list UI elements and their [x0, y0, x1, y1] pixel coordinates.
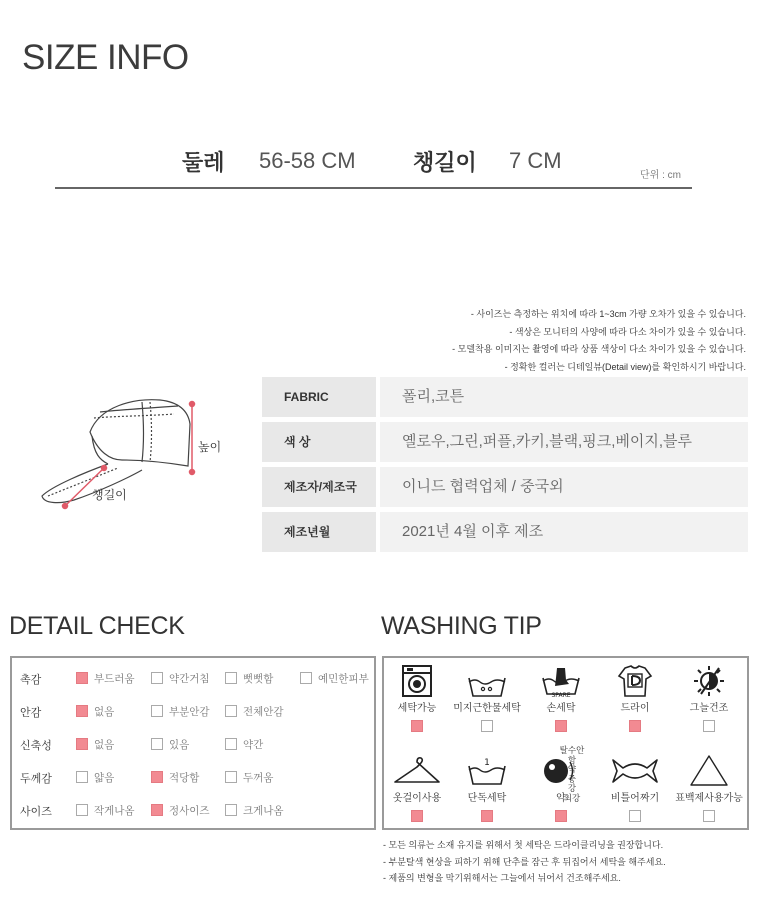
spec-value: 2021년 4월 이후 제조	[380, 512, 748, 552]
checkbox[interactable]	[629, 810, 641, 822]
spec-value: 폴리,코튼	[380, 377, 748, 417]
circumference-value: 56-58 CM	[259, 148, 356, 173]
washing-machine-icon	[400, 664, 434, 698]
wash-item	[381, 664, 453, 732]
wash-item	[525, 664, 597, 732]
single-wash-icon	[465, 754, 509, 788]
washing-tip-box	[382, 656, 749, 830]
detail-option: 전체안감	[225, 704, 284, 719]
checkbox[interactable]	[225, 804, 237, 816]
size-divider	[55, 187, 692, 189]
wash-label: 단독세탁	[467, 793, 507, 804]
shade-dry-icon	[689, 664, 729, 698]
unit-note: 단위 : cm	[640, 170, 681, 181]
detail-label: 안감	[20, 707, 42, 719]
wash-item	[673, 754, 745, 822]
checkbox[interactable]	[225, 738, 237, 750]
checkbox[interactable]	[225, 672, 237, 684]
spin-scale	[556, 746, 588, 803]
wash-label: 약	[556, 793, 566, 804]
detail-option: 두꺼움	[225, 770, 273, 785]
hand-wash-icon-text: SPARE	[551, 692, 571, 698]
brim-length-value: 7 CM	[509, 148, 562, 173]
checkbox[interactable]	[151, 705, 163, 717]
checkbox[interactable]	[300, 672, 312, 684]
hanger-icon	[391, 754, 443, 788]
wash-note-line: - 모든 의류는 소재 유지를 위해서 첫 세탁은 드라이클리닝을 권장합니다.	[383, 840, 664, 850]
wash-label: 옷걸이사용	[392, 793, 442, 804]
note-line: - 사이즈는 측정하는 위치에 따라 1~3cm 가량 오차가 있을 수 있습니다.	[470, 309, 746, 319]
spec-value: 옐로우,그린,퍼플,카키,블랙,핑크,베이지,블루	[380, 422, 748, 462]
wash-item	[599, 664, 671, 732]
hand-wash-icon	[539, 664, 583, 698]
spec-key: FABRIC	[262, 377, 376, 417]
detail-check-title: DETAIL CHECK	[9, 612, 185, 640]
checkbox[interactable]	[411, 810, 423, 822]
wash-label: 비틀어짜기	[610, 793, 660, 804]
height-label: 높이	[198, 440, 222, 454]
detail-option: 있음	[151, 737, 189, 752]
spec-key: 제조년월	[262, 512, 376, 552]
wash-note-line: - 제품의 변형을 막기위해서는 그늘에서 뉘어서 건조해주세요.	[383, 873, 621, 883]
washing-notes	[383, 837, 666, 887]
cap-diagram	[38, 392, 228, 522]
wash-item	[599, 754, 671, 822]
checkbox[interactable]	[151, 804, 163, 816]
detail-label: 두께감	[20, 773, 52, 785]
wash-item	[381, 754, 453, 822]
detail-option: 뻣뻣함	[225, 671, 273, 686]
washing-tip-title: WASHING TIP	[381, 612, 542, 640]
detail-option: 부분안감	[151, 704, 210, 719]
no-bleach-icon	[689, 754, 729, 788]
cold-water-wash-icon	[465, 664, 509, 698]
detail-label: 사이즈	[20, 806, 52, 818]
checkbox[interactable]	[76, 705, 88, 717]
checkbox[interactable]	[411, 720, 423, 732]
wash-label: 그늘건조	[689, 703, 729, 714]
checkbox[interactable]	[481, 720, 493, 732]
checkbox[interactable]	[76, 771, 88, 783]
spec-row-manufacturer	[262, 467, 748, 507]
spec-key: 제조자/제조국	[262, 467, 376, 507]
detail-option: 적당함	[151, 770, 199, 785]
checkbox[interactable]	[225, 771, 237, 783]
detail-option: 얇음	[76, 770, 114, 785]
checkbox[interactable]	[555, 720, 567, 732]
dry-clean-icon	[615, 664, 655, 698]
checkbox[interactable]	[76, 672, 88, 684]
wash-item	[451, 664, 523, 732]
size-info-title: SIZE INFO	[22, 38, 189, 77]
checkbox[interactable]	[703, 720, 715, 732]
checkbox[interactable]	[629, 720, 641, 732]
detail-option: 부드러움	[76, 671, 135, 686]
wash-note-line: - 부분탈색 현상을 피하기 위해 단추를 잠근 후 뒤집어서 세탁을 해주세요.	[383, 856, 666, 867]
detail-option: 크게나옴	[225, 803, 284, 818]
spin-level: 최강	[563, 792, 581, 803]
spec-key: 색 상	[262, 422, 376, 462]
brim-length-label: 챙길이	[413, 150, 477, 175]
wash-label: 미지근한물세탁	[453, 703, 521, 714]
wash-item	[673, 664, 745, 732]
spec-value: 이니드 협력업체 / 중국외	[380, 467, 748, 507]
no-wring-icon	[609, 754, 661, 788]
spin-level: 탈수안함	[559, 745, 585, 765]
single-wash-icon-text: 1	[484, 758, 490, 768]
checkbox[interactable]	[555, 810, 567, 822]
checkbox[interactable]	[76, 738, 88, 750]
checkbox[interactable]	[151, 771, 163, 783]
detail-option: 없음	[76, 704, 114, 719]
checkbox[interactable]	[151, 738, 163, 750]
wash-item	[451, 754, 523, 822]
size-notes	[452, 306, 746, 376]
checkbox[interactable]	[225, 705, 237, 717]
detail-option: 약간	[225, 737, 263, 752]
wash-label: 세탁가능	[397, 703, 437, 714]
spec-row-color	[262, 422, 748, 462]
detail-option: 없음	[76, 737, 114, 752]
note-line: - 정확한 컬러는 디테일뷰(Detail view)를 확인하시기 바랍니다.	[504, 361, 746, 372]
note-line: - 모델착용 이미지는 촬영에 따라 상품 색상이 다소 차이가 있을 수 있습니다.	[452, 344, 746, 354]
checkbox[interactable]	[703, 810, 715, 822]
detail-label: 신축성	[20, 740, 52, 752]
detail-option: 예민한피부	[300, 671, 369, 686]
detail-option: 약간거침	[151, 671, 210, 686]
spin-level: 중	[567, 773, 577, 784]
spin-level: 약	[567, 764, 577, 774]
spec-row-fabric	[262, 377, 748, 417]
note-line: - 색상은 모니터의 사양에 따라 다소 차이가 있을 수 있습니다.	[509, 326, 746, 337]
spec-row-date	[262, 512, 748, 552]
checkbox[interactable]	[151, 672, 163, 684]
checkbox[interactable]	[481, 810, 493, 822]
detail-option: 정사이즈	[151, 803, 210, 818]
detail-option: 작게나옴	[76, 803, 135, 818]
detail-check-box	[10, 656, 376, 830]
wash-label: 드라이	[620, 703, 650, 714]
checkbox[interactable]	[76, 804, 88, 816]
brim-diagram-label: 챙길이	[92, 488, 127, 502]
wash-label: 표백제사용가능	[675, 793, 743, 804]
spin-level: 강	[567, 783, 577, 793]
wash-label: 손세탁	[546, 703, 576, 714]
circumference-label: 둘레	[182, 150, 225, 175]
detail-label: 촉감	[20, 674, 42, 686]
